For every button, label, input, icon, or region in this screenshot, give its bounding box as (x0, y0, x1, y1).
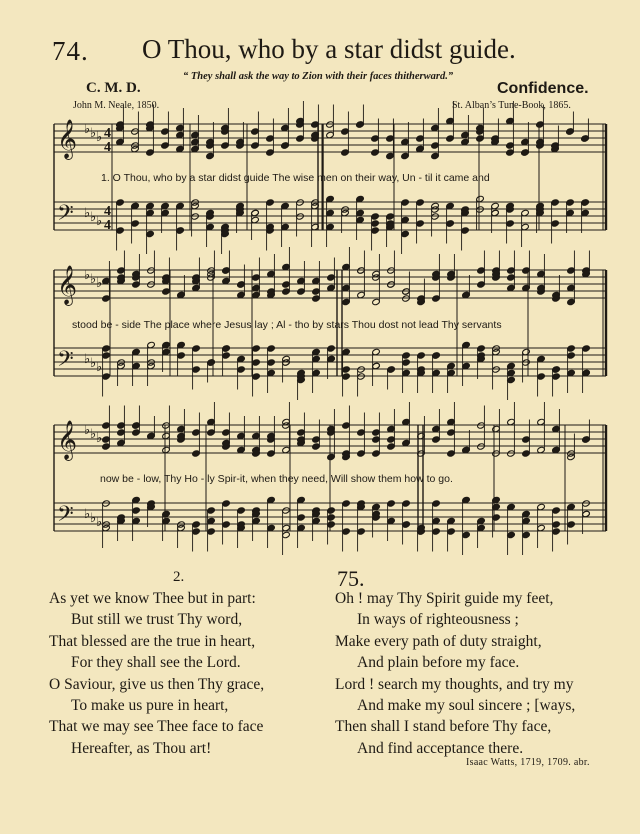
flat-sign: ♭ (96, 431, 103, 446)
verse-2-text (49, 588, 264, 759)
hymn-75-credit: Isaac Watts, 1719, 1709. abr. (466, 757, 590, 768)
flat-sign: ♭ (96, 130, 103, 145)
time-signature: 4 (104, 218, 111, 233)
verse-line: But still we trust Thy word, (71, 611, 243, 629)
flat-sign: ♭ (90, 126, 97, 141)
verse-line: Then shall I stand before Thy face, (335, 718, 552, 736)
verse-line: And find acceptance there. (357, 739, 524, 757)
flat-sign: ♭ (90, 427, 97, 442)
time-signature: 4 (104, 204, 111, 219)
verse-line: Hereafter, as Thou art! (71, 739, 212, 757)
flat-sign: ♭ (90, 210, 97, 225)
verse-line: That blessed are the true in heart, (49, 632, 256, 650)
verse-line: Make every path of duty straight, (335, 632, 542, 650)
treble-clef: 𝄞 (57, 265, 78, 305)
verse-line: In ways of righteousness ; (357, 611, 519, 629)
verse-line: And plain before my face. (357, 654, 520, 672)
verse-2-number: 2. (173, 569, 185, 585)
verse-line: For they shall see the Lord. (71, 654, 241, 672)
treble-clef: 𝄞 (57, 119, 78, 159)
author-credit: John M. Neale, 1850. (73, 100, 160, 111)
lyric-line-3: now be - low, Thy Ho - ly Spir-it, when they need, Will show them how to go. (100, 473, 453, 485)
flat-sign: ♭ (90, 272, 97, 287)
meter-label: C. M. D. (86, 80, 141, 96)
flat-sign: ♭ (90, 356, 97, 371)
hymn-75-text (335, 588, 575, 759)
time-signature: 4 (104, 140, 111, 155)
flat-sign: ♭ (84, 507, 91, 522)
flat-sign: ♭ (96, 515, 103, 530)
flat-sign: ♭ (96, 214, 103, 229)
epigraph: “ They shall ask the way to Zion with their faces thitherward.” (183, 71, 454, 82)
verse-line: O Saviour, give us then Thy grace, (49, 675, 265, 693)
flat-sign: ♭ (96, 276, 103, 291)
verse-line: Lord ! search my thoughts, and try my (335, 675, 574, 693)
tune-name: Confidence. (497, 80, 589, 97)
flat-sign: ♭ (96, 360, 103, 375)
verse-line: As yet we know Thee but in part: (49, 590, 256, 607)
hymn-75-number: 75. (337, 566, 365, 591)
flat-sign: ♭ (84, 423, 91, 438)
lyric-line-1: 1. O Thou, who by a star didst guide The wise men on their way, Un - til it came and (101, 172, 490, 184)
verse-line: That we may see Thee face to face (49, 718, 264, 736)
hymn-number: 74. (52, 36, 89, 66)
flat-sign: ♭ (84, 206, 91, 221)
treble-clef: 𝄞 (57, 420, 78, 460)
verse-line: Oh ! may Thy Spirit guide my feet, (335, 590, 554, 607)
hymn-title: O Thou, who by a star didst guide. (142, 34, 516, 64)
bass-clef: 𝄢 (57, 347, 74, 377)
flat-sign: ♭ (84, 268, 91, 283)
lyric-line-2: stood be - side The place where Jesus lay ; Al - tho by stars Thou dost not lead Thy servants (72, 319, 502, 331)
flat-sign: ♭ (84, 352, 91, 367)
bass-clef: 𝄢 (57, 201, 74, 231)
flat-sign: ♭ (84, 122, 91, 137)
tune-source: St. Alban’s Tune-Book, 1865. (452, 100, 571, 111)
verse-line: And make my soul sincere ; [ways, (357, 697, 576, 715)
flat-sign: ♭ (90, 511, 97, 526)
bass-clef: 𝄢 (57, 502, 74, 532)
verse-line: To make us pure in heart, (71, 697, 229, 715)
time-signature: 4 (104, 126, 111, 141)
